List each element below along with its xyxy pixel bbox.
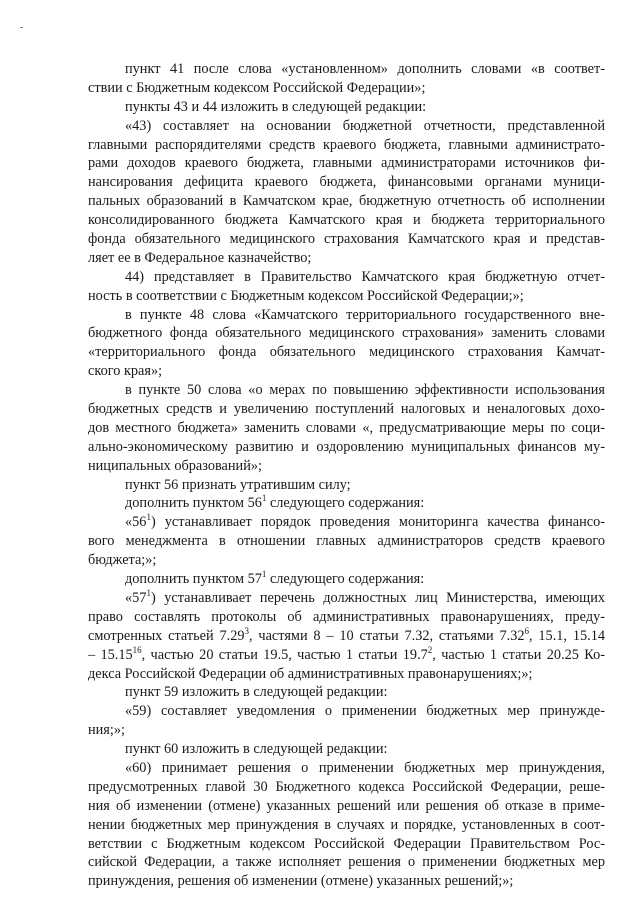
scan-artifact xyxy=(20,27,23,28)
text-line: ствии с Бюджетным кодексом Российской Федерации»; xyxy=(88,79,426,96)
text-line: нансирования дефицита краевого бюджета, финансовыми органами муници- xyxy=(88,174,605,191)
text-line: «59) составляет уведомления о применении бюджетных мер принужде- xyxy=(125,703,605,720)
text-line: рами доходов краевого бюджета, главными администраторами источников фи- xyxy=(88,155,605,172)
paragraph-57-1: «$57^1$) устанавливает перечень должностных лиц Министерства, имеющих право составлять протоколы об административных правонарушениях, преду- смотренных статьей 7.29$^3$, частями 8 – 10 статьи 7.32, статьями 7.32$^6$, 15.1, 15.14 – 15.15$^{16}$, частью 20 статьи 19.5, частью 1 статьи 19.7$^2$, частью 1 статьи 20.25 Ко- декса Российской Федерации об административных правонарушениях;»; xyxy=(88,588,605,682)
paragraph-56-1: «$56^1$) устанавливает порядок проведения мониторинга качества финансо- вого менеджмента в отношении главных администраторов средств краевого бюджета;»; xyxy=(88,512,605,569)
text-line: в пункте 48 слова «Камчатского территориального государственного вне- xyxy=(125,306,605,323)
text-line: консолидированного бюджета Камчатского края и бюджета территориального xyxy=(88,212,605,229)
text-line: сийской Федерации, а также исполняет решения о применении бюджетных мер xyxy=(88,854,605,871)
paragraph-p59 xyxy=(88,702,605,740)
text-line: ветствии с Бюджетным кодексом Российской Федерации Правительством Рос- xyxy=(88,835,605,852)
text-line: «60) принимает решения о применении бюджетных мер принуждения, xyxy=(125,759,605,776)
text-line: в пункте 50 слова «о мерах по повышению эффективности использования xyxy=(125,382,605,399)
text-line: ния;»; xyxy=(88,722,125,739)
paragraph-p60 xyxy=(88,759,605,891)
text-line: ния об изменении (отмене) указанных решений или решения об отказе в приме- xyxy=(88,797,605,814)
text-line: ность в соответствии с Бюджетным кодексом Российской Федерации;»; xyxy=(88,287,524,304)
text-line: бюджетных средств и увеличению поступлений налоговых и неналоговых дохо- xyxy=(88,401,605,418)
paragraph-p43-44-intro xyxy=(88,98,605,117)
paragraph-p43 xyxy=(88,117,605,268)
paragraph-p48 xyxy=(88,306,605,382)
text-line: пункт 59 изложить в следующей редакции: xyxy=(125,684,388,701)
paragraph-57-1-intro: дополнить пунктом $57^1$ следующего содержания: xyxy=(125,569,425,588)
text-line: пункт 41 после слова «установленном» дополнить словами «в соответ- xyxy=(125,61,605,77)
paragraphs-block-1 xyxy=(88,60,605,494)
paragraph-p60-intro xyxy=(88,740,605,759)
paragraph-p50 xyxy=(88,381,605,475)
text-line: ально-экономическому развитию и оздоровлению муниципальных финансов му- xyxy=(88,438,605,455)
text-line: ляет ее в Федеральное казначейство; xyxy=(88,249,312,266)
paragraph-p44 xyxy=(88,268,605,306)
text-line: предусмотренных главой 30 Бюджетного кодекса Российской Федерации, реше- xyxy=(88,778,605,795)
text-line: ниципальных образований»; xyxy=(88,457,262,474)
text-line: бюджетного фонда обязательного медицинского страхования» заменить словами xyxy=(88,325,605,342)
paragraph-p59-intro xyxy=(88,683,605,702)
text-line: «43) составляет на основании бюджетной отчетности, представленной xyxy=(125,117,605,134)
text-line: пункты 43 и 44 изложить в следующей редакции: xyxy=(125,98,427,115)
text-line: «территориального фонда обязательного медицинского страхования Камчат- xyxy=(88,344,605,361)
text-line: фонда обязательного медицинского страхования Камчатского края и представ- xyxy=(88,231,605,248)
paragraph-56-1-intro: дополнить пунктом $56^1$ следующего содержания: xyxy=(125,493,425,512)
text-line: ского края»; xyxy=(88,363,163,380)
text-line: пункт 60 изложить в следующей редакции: xyxy=(125,741,388,758)
text-line: главными распорядителями средств краевого бюджета, главными администрато- xyxy=(88,136,605,153)
paragraph-p41 xyxy=(88,60,605,98)
text-line: 44) представляет в Правительство Камчатского края бюджетную отчет- xyxy=(125,268,605,285)
paragraph-p56 xyxy=(88,476,605,495)
paragraphs-block-2 xyxy=(88,683,605,891)
text-line: пальных образований в Камчатском крае, бюджетную отчетность об исполнении xyxy=(88,193,605,210)
document-body xyxy=(88,60,605,891)
text-line: принуждения, решения об изменении (отмене) указанных решений;»; xyxy=(88,873,514,890)
text-line: пункт 56 признать утратившим силу; xyxy=(125,476,351,493)
text-line: дов местного бюджета» заменить словами «, предусматривающие меры по соци- xyxy=(88,419,605,436)
text-line: нении бюджетных мер принуждения в случаях и порядке, установленных в соот- xyxy=(88,816,605,833)
